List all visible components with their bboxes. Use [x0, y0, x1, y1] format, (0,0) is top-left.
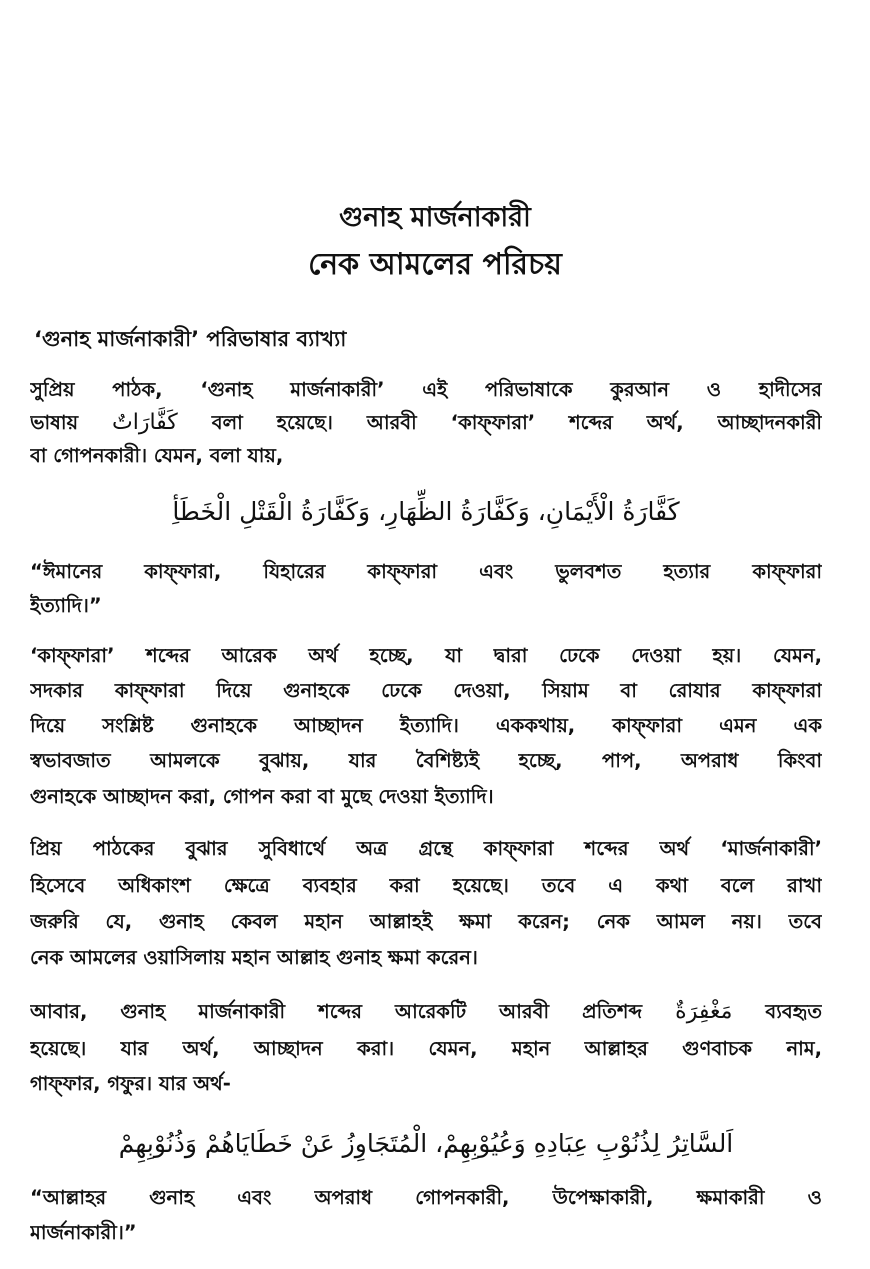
paragraph-4-line-2: হিসেবে অধিকাংশ ক্ষেত্রে ব্যবহার করা হয়েছে। তবে এ কথা বলে রাখা: [30, 874, 822, 897]
paragraph-5-line-3: গাফ্ফার, গফুর। যার অর্থ-: [30, 1072, 231, 1095]
paragraph-1-line-2: [30, 407, 822, 438]
page-title-line-1: গুনাহ মার্জনাকারী: [339, 202, 531, 233]
paragraph-6-line-2: মার্জনাকারী।”: [30, 1221, 137, 1244]
arabic-term-maghfirah: مَغْفِرَةٌ: [675, 999, 733, 1024]
paragraph-1-line-1: সুপ্রিয় পাঠক, ‘গুনাহ মার্জনাকারী’ এই পরিভাষাকে কুরআন ও হাদীসের: [30, 378, 822, 401]
paragraph-4-line-3: জরুরি যে, গুনাহ কেবল মহান আল্লাহই ক্ষমা করেন; নেক আমল নয়। তবে: [30, 910, 822, 933]
paragraph-6-line-1: “আল্লাহর গুনাহ এবং অপরাধ গোপনকারী, উপেক্ষাকারী, ক্ষমাকারী ও: [30, 1186, 822, 1209]
paragraph-5-line-2: হয়েছে। যার অর্থ, আচ্ছাদন করা। যেমন, মহান আল্লাহর গুণবাচক নাম,: [30, 1037, 822, 1060]
arabic-quote-2: اَلسَّاتِرُ لِذُنُوْبِ عِبَادِهِ وَعُيُوْبِهِمْ، الْمُتَجَاوِزُ عَنْ خَطَايَاهُمْ وَذُنُوْبِهِمْ: [118, 1129, 734, 1158]
paragraph-5-line-1-end: ব্যবহৃত: [765, 1000, 822, 1023]
arabic-quote-1: كَفَّارَةُ الْأَيْمَانِ، وَكَفَّارَةُ الظِّهَارِ، وَكَفَّارَةُ الْقَتْلِ الْخَطَأِ: [172, 497, 680, 526]
page-title-line-2: নেক আমলের পরিচয়: [308, 247, 562, 282]
arabic-term-kaffarat: كَفَّارَاتٌ: [112, 410, 178, 435]
paragraph-2-line-1: “ঈমানের কাফ্ফারা, যিহারের কাফ্ফারা এবং ভুলবশত হত্যার কাফ্ফারা: [30, 560, 822, 583]
paragraph-3-line-5: গুনাহকে আচ্ছাদন করা, গোপন করা বা মুছে দেওয়া ইত্যাদি।: [30, 785, 494, 808]
paragraph-5-line-1-start: আবার, গুনাহ মার্জনাকারী শব্দের আরেকটি আরবী প্রতিশব্দ: [30, 1000, 643, 1023]
paragraph-2-line-2: ইত্যাদি।”: [30, 594, 102, 617]
section-heading: ‘গুনাহ মার্জনাকারী’ পরিভাষার ব্যাখ্যা: [34, 327, 347, 351]
paragraph-3-line-4: স্বভাবজাত আমলকে বুঝায়, যার বৈশিষ্ট্যই হচ্ছে, পাপ, অপরাধ কিংবা: [30, 749, 822, 772]
paragraph-1-line-3: বা গোপনকারী। যেমন, বলা যায়,: [30, 444, 284, 467]
paragraph-4-line-4: নেক আমলের ওয়াসিলায় মহান আল্লাহ গুনাহ ক্ষমা করেন।: [30, 946, 478, 969]
paragraph-3-line-1: ‘কাফ্ফারা’ শব্দের আরেক অর্থ হচ্ছে, যা দ্বারা ঢেকে দেওয়া হয়। যেমন,: [30, 644, 822, 667]
paragraph-1-line-2-start: ভাষায়: [30, 411, 79, 434]
paragraph-3-line-2: সদকার কাফ্ফারা দিয়ে গুনাহকে ঢেকে দেওয়া, সিয়াম বা রোযার কাফ্ফারা: [30, 679, 822, 702]
paragraph-1-line-2-end: বলা হয়েছে। আরবী ‘কাফ্ফারা’ শব্দের অর্থ, আচ্ছাদনকারী: [211, 411, 822, 434]
paragraph-4-line-1: প্রিয় পাঠকের বুঝার সুবিধার্থে অত্র গ্রন্থে কাফ্ফারা শব্দের অর্থ ‘মার্জনাকারী’: [30, 837, 822, 860]
paragraph-5-line-1: [30, 996, 822, 1027]
paragraph-3-line-3: দিয়ে সংশ্লিষ্ট গুনাহকে আচ্ছাদন ইত্যাদি। এককথায়, কাফ্ফারা এমন এক: [30, 714, 822, 737]
